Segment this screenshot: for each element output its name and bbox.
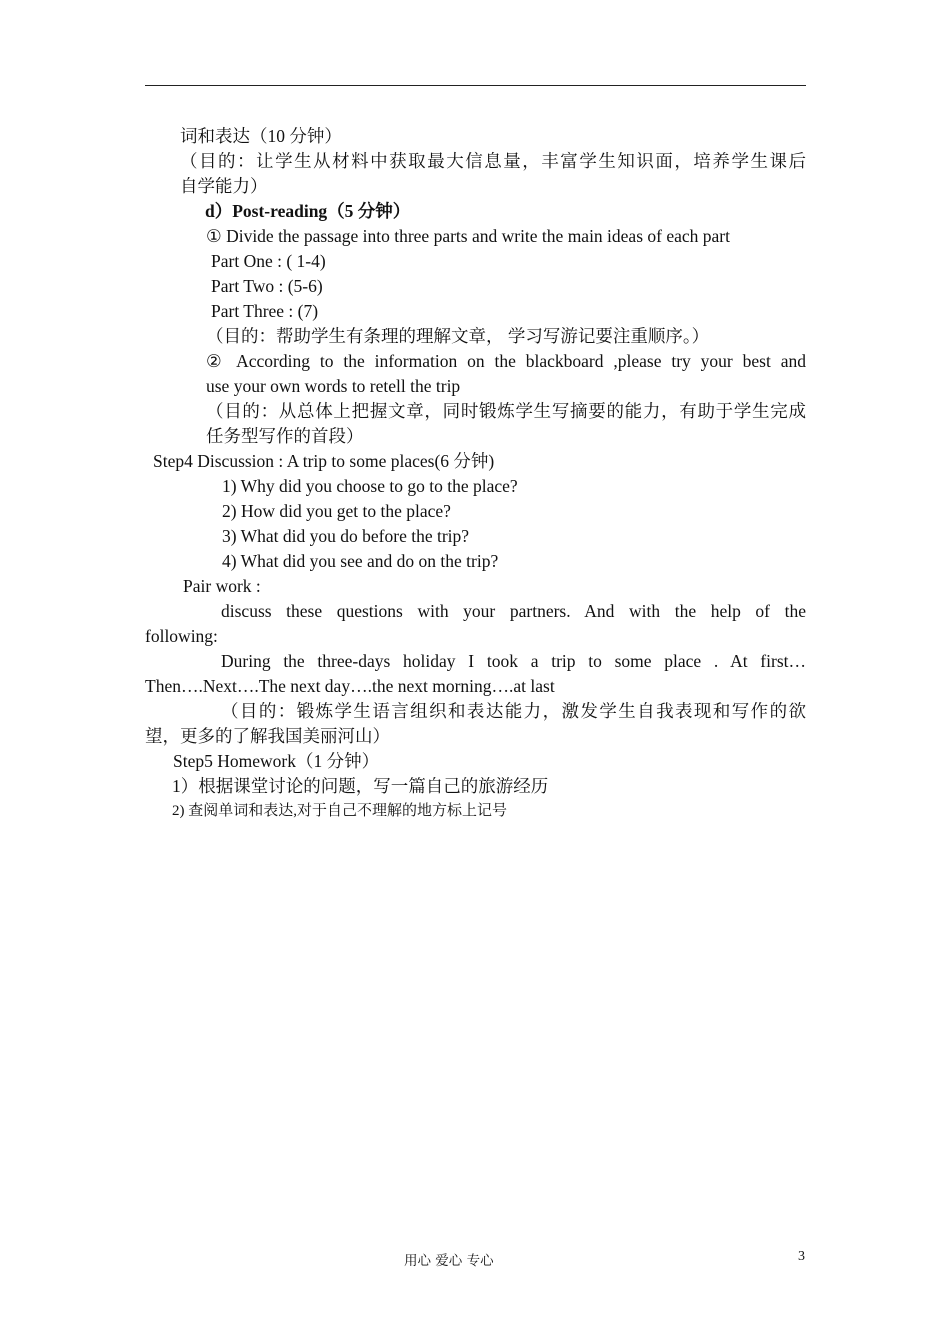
- list-item: 1）根据课堂讨论的问题，写一篇自己的旅游经历: [172, 776, 549, 796]
- text-line: Pair work :: [183, 576, 261, 596]
- section-heading: Step4 Discussion : A trip to some places(6 分钟): [153, 451, 495, 471]
- list-item: 1) Why did you choose to go to the place?: [222, 476, 518, 496]
- text-line: following:: [145, 626, 218, 646]
- text-line: ① Divide the passage into three parts and write the main ideas of each part: [206, 226, 730, 246]
- text-line: ② According to the information on the blackboard ,please try your best and: [206, 351, 806, 371]
- text-line: Part Two : (5-6): [211, 276, 323, 296]
- text-line: 望，更多的了解我国美丽河山）: [145, 726, 390, 746]
- text-line: （目的：帮助学生有条理的理解文章， 学习写游记要注重顺序。）: [206, 326, 710, 346]
- header-rule: [145, 85, 806, 86]
- section-heading: d）Post-reading（5 分钟）: [205, 201, 411, 221]
- text-line: Then….Next….The next day….the next morning….at last: [145, 676, 555, 696]
- page-number: 3: [798, 1249, 805, 1264]
- text-line: （目的：让学生从材料中获取最大信息量，丰富学生知识面，培养学生课后: [180, 151, 806, 171]
- text-line: 词和表达（10 分钟）: [180, 126, 342, 146]
- list-item: 2) 查阅单词和表达,对于自己不理解的地方标上记号: [172, 803, 507, 819]
- text-line: Part Three : (7): [211, 301, 319, 321]
- list-item: 2) How did you get to the place?: [222, 501, 451, 521]
- text-line: 自学能力）: [180, 176, 268, 196]
- section-heading: Step5 Homework（1 分钟）: [173, 751, 380, 771]
- list-item: 3) What did you do before the trip?: [222, 526, 470, 546]
- text-line: use your own words to retell the trip: [206, 376, 461, 396]
- text-line: （目的：从总体上把握文章，同时锻炼学生写摘要的能力，有助于学生完成: [206, 401, 806, 421]
- text-line: （目的：锻炼学生语言组织和表达能力，激发学生自我表现和写作的欲: [221, 701, 806, 721]
- page-footer: 用心 爱心 专心: [404, 1253, 494, 1269]
- list-item: 4) What did you see and do on the trip?: [222, 551, 499, 571]
- text-line: Part One : ( 1-4): [211, 251, 326, 271]
- text-line: During the three-days holiday I took a trip to some place . At first…: [221, 651, 806, 671]
- text-line: discuss these questions with your partners. And with the help of the: [221, 601, 806, 621]
- text-line: 任务型写作的首段）: [206, 426, 364, 446]
